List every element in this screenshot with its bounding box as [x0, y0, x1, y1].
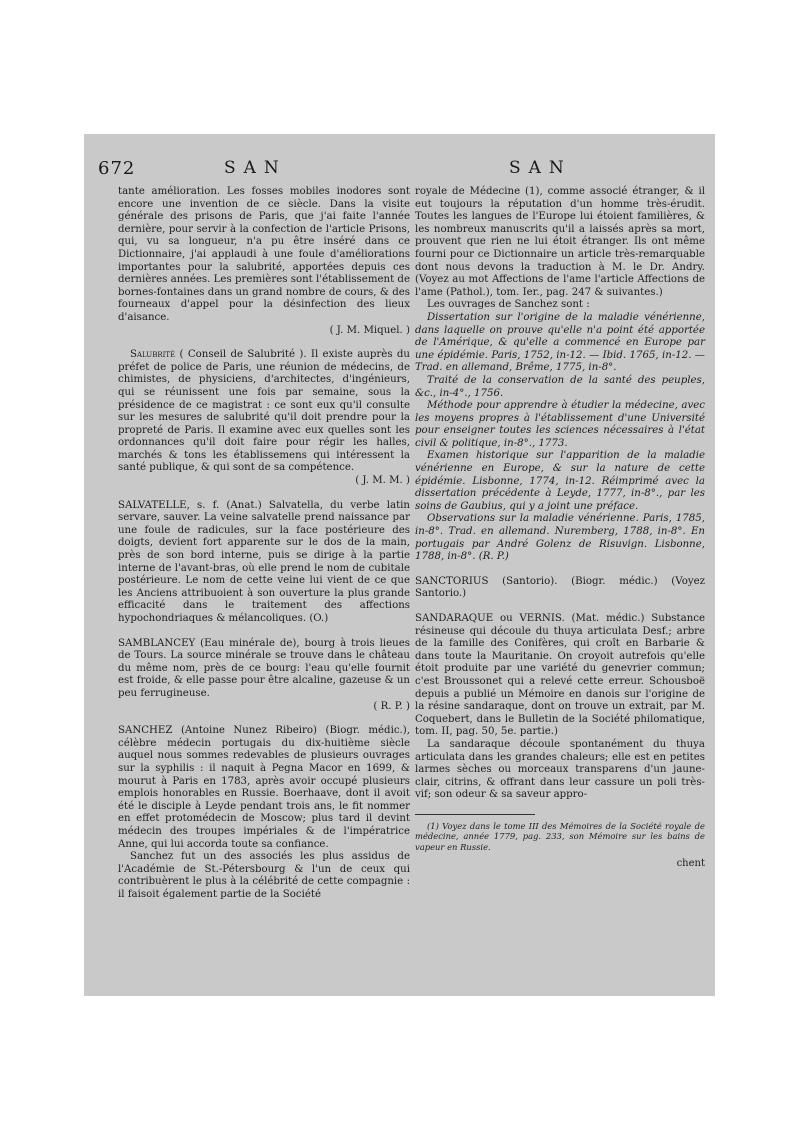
lemma-samblancey: SAMBLANCEY: [118, 637, 196, 649]
lemma-salubrite: Salubrité: [130, 349, 176, 361]
page-number: 672: [98, 158, 136, 179]
work-entry: Traité de la conservation de la santé des peuples, &c., in-4°., 1756.: [415, 374, 705, 399]
right-running-title: SAN: [509, 158, 572, 178]
article-text: (Eau minérale de), bourg à trois lieues de Tours. La source minérale se trouve dans le château du même nom, près de ce bourg: l'eau qu'elle fournit est froide, & elle passe pour être alcaline, gazeuse & un peu ferrugineuse.: [118, 637, 410, 699]
running-header: [84, 134, 715, 184]
left-running-title: SAN: [224, 158, 287, 178]
article-text: ( Conseil de Salubrité ). Il existe auprès du préfet de police de Paris, une réunion de médecins, de chimistes, de physiciens, d'architectes, d'ingénieurs, qui se réunissent une fois par semaine, sous la présidence de ce magistrat : ce sont eux qu'il consulte sur les mesures de salubrité qu'il doit prendre pour la propreté de Paris. Il examine avec eux quelles sont les ordonnances qu'il doit faire pour régir les halles, marchés & tons les établissemens qui intéressent la santé publique, & qui sont de sa compétence.: [118, 349, 410, 474]
footnote: (1) Voyez dans le tome III des Mémoires de la Société royale de médecine, année 1779, pag. 233, son Mémoire sur les bains de vapeur en Russie.: [415, 820, 705, 852]
author-signature: ( J. M. Miquel. ): [329, 324, 410, 336]
article-sanctorius: [415, 576, 705, 601]
article-text: (Antoine Nunez Ribeiro) (Biogr. médic.), célèbre médecin portugais du dix-huitième siècle auquel nous sommes redevables de plusieurs ouvrages sur la syphilis : il naquit à Pegna Macor en 1699, & mourut à Paris en 1783, après avoir occupé plusieurs emplois honorables en Russie. Boerhaave, dont il avoit été le disciple à Leyde pendant trois ans, le fit nommer en effet protomédecin de Moscow; plus tard il devint médecin des troupes impériales & de l'impératrice Anne, qui lui accorda toute sa confiance.: [118, 725, 410, 850]
article-salvatelle: [118, 500, 410, 626]
continuation-paragraph: royale de Médecine (1), comme associé étranger, & il eut toujours la réputation d'un homme très-érudit. Toutes les langues de l'Europe lui étoient familières, & les nombreux manuscrits qu'il a laissés après sa mort, prouvent que rien ne lui étoit étranger. Ils ont même fourni pour ce Dictionnaire un article très-remarquable dont nous devons la traduction à M. le Dr. Andry. (Voyez au mot Affections de l'ame l'article Affections de l'ame (Pathol.), tom. Ier., pag. 247 & suivantes.): [415, 186, 705, 298]
author-signature: ( R. P. ): [373, 700, 410, 712]
article-salubrite: [118, 349, 410, 488]
book-page: [84, 134, 715, 996]
left-column: [118, 186, 410, 901]
author-signature: ( J. M. M. ): [355, 475, 410, 487]
article-text: Sanchez fut un des associés les plus assidus de l'Académie de St.-Pétersbourg & l'un de ceux qui contribuèrent le plus à la célébrité de cette compagnie : il faisoit également partie de la Société: [118, 851, 410, 900]
lemma-salvatelle: SALVATELLE: [118, 499, 187, 511]
work-entry: Dissertation sur l'origine de la maladie vénérienne, dans laquelle on prouve qu'elle n'a point été apportée de l'Amérique, & qu'elle a commencé en Europe par une épidémie. Paris, 1752, in-12. — Ibid. 1765, in-12. — Trad. en allemand, Brême, 1775, in-8°.: [415, 311, 705, 374]
catchword: chent: [676, 858, 705, 870]
right-column: [415, 186, 705, 871]
work-entry: Méthode pour apprendre à étudier la médecine, avec les moyens propres à l'établissement d'une Université pour enseigner toutes les sciences nécessaires à l'état civil & politique, in-8°., 1773.: [415, 400, 705, 449]
article-text: , s. f. (Anat.) Salvatella, du verbe latin servare, sauver. La veine salvatelle prend naissance par une foule de radicules, sur la face postérieure des doigts, devient fort apparente sur le dos de la main, près de son bord interne, puis se dirige à la partie interne de l'avant-bras, où elle prend le nom de cubitale postérieure. Le nom de cette veine lui vient de ce que les Anciens attribuoient à son ouverture la plus grande efficacité dans le traitement des affections hypochondriaques & mélancoliques.: [118, 499, 410, 624]
article-text: (Santorio). (Biogr. médic.) (Voyez Santorio.): [415, 575, 705, 600]
work-entry: Examen historique sur l'apparition de la maladie vénérienne en Europe, & sur la nature de cette épidémie. Lisbonne, 1774, in-12. Réimprimé avec la dissertation précédente à Leyde, 1777, in-8°., par les soins de Gaubius, qui y a joint une préface.: [415, 450, 705, 512]
article-sandaraque: [415, 613, 705, 802]
lemma-sanctorius: SANCTORIUS: [415, 575, 489, 587]
article-text: La sandaraque découle spontanément du thuya articulata dans les grandes chaleurs; elle est en petites larmes sèches ou morceaux transparens d'un jaune-clair, citrins, & offrant dans leur cassure un poli très-vif; son odeur & sa saveur appro-: [415, 738, 705, 801]
work-entry: Observations sur la maladie vénérienne. Paris, 1785, in-8°. Trad. en allemand. Nuremberg, 1788, in-8°. En portugais par André Golenz de Risuvign. Lisbonne, 1788, in-8°. (R. P.): [415, 513, 705, 563]
continuation-paragraph: tante amélioration. Les fosses mobiles inodores sont encore une invention de ce siècle. Dans la visite générale des prisons de Paris, que j'ai faite l'année dernière, pour servir à la confection de l'article Prisons, qui, vu sa longueur, n'a pu être inséré dans ce Dictionnaire, j'ai applaudi à une foule d'améliorations importantes pour la salubrité, apportées depuis ces dernières années. Les premières sont l'établissement de bornes-fontaines dans un grand nombre de cours, & des fourneaux d'appel pour la désinfection des lieux d'aisance.: [118, 186, 410, 323]
footnote-rule: [415, 814, 535, 815]
author-signature: (O.): [309, 613, 329, 624]
lemma-sanchez: SANCHEZ: [118, 725, 173, 737]
article-samblancey: [118, 638, 410, 714]
article-text: (Mat. médic.) Substance résineuse qui découle du thuya articulata Desf.; arbre de la famille des Conifères, qui croît en Barbarie & dans toute la Mauritanie. On croyoit autrefois qu'elle étoit produite par une variété du genevrier commun; c'est Broussonet qui a relevé cette erreur. Schousboë depuis a publié un Mémoire en danois sur l'origine de la résine sandaraque, dont on trouve un extrait, par M. Coquebert, dans le Bulletin de la Société philomatique, tom. II, pag. 50, 5e. partie.): [415, 613, 706, 738]
article-sanchez: [118, 725, 410, 901]
works-intro: Les ouvrages de Sanchez sont :: [427, 299, 590, 311]
lemma-sandaraque: SANDARAQUE ou VERNIS.: [415, 613, 565, 624]
